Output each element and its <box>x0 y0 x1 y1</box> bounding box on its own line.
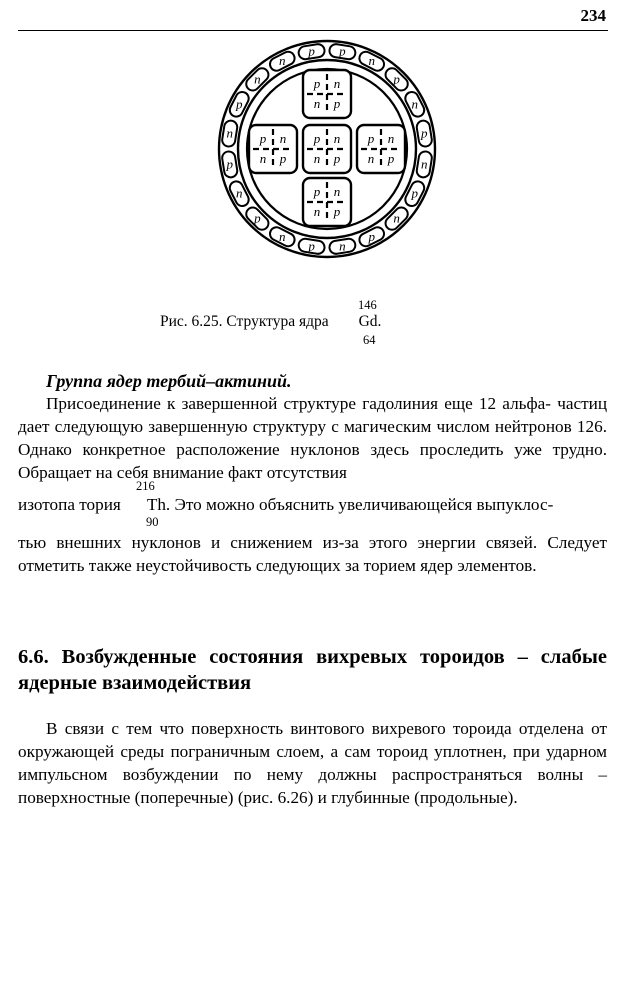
cluster-nucleon-label: n <box>313 96 321 111</box>
ring-nucleon-label: n <box>254 71 261 87</box>
paragraph-terbium-actinium <box>18 392 607 484</box>
cluster-nucleon-label: n <box>259 151 267 166</box>
ring-nucleon-label: p <box>411 185 419 201</box>
ring-nucleon-label: n <box>279 53 286 69</box>
isotope-suffix: Th. Это можно объяснить увеличивающейся выпуклос- <box>146 495 554 514</box>
cluster-nucleon-label: n <box>313 204 321 219</box>
section-heading <box>18 644 607 696</box>
ring-nucleon-label: p <box>393 71 400 87</box>
ring-nucleon-label: n <box>235 185 243 201</box>
alpha-cluster <box>357 125 405 173</box>
isotope-mass-number: 216 <box>136 479 155 493</box>
ring-nucleon-label: p <box>308 43 315 59</box>
isotope-line <box>18 493 607 516</box>
alpha-cluster <box>303 125 351 173</box>
ring-nucleon-label: p <box>368 228 375 244</box>
cluster-nucleon-label: n <box>279 131 287 146</box>
section-heading-line-1: 6.6. Возбужденные состояния вихревых тороидов – <box>18 646 528 668</box>
cluster-nucleon-label: n <box>367 151 375 166</box>
caption-element: Gd. <box>358 313 382 330</box>
ring-nucleon-label: p <box>254 210 261 226</box>
cluster-nucleon-label: p <box>313 184 321 199</box>
ring-nucleon-label: n <box>226 125 233 141</box>
paragraph-weak-interactions <box>18 717 607 809</box>
caption-text: Рис. 6.25. Структура ядра <box>160 313 329 330</box>
caption-atomic-number: 64 <box>363 333 376 347</box>
ring-nucleon-label: n <box>421 156 428 172</box>
cluster-nucleon-label: p <box>333 96 341 111</box>
ring-nucleon-label: n <box>279 228 286 244</box>
cluster-nucleon-label: n <box>313 151 321 166</box>
cluster-nucleon-label: p <box>279 151 287 166</box>
figure-nucleus-structure <box>216 38 438 260</box>
para1-cont-2: Следует отметить также неустойчивость следующих за торием ядер <box>18 533 608 575</box>
para2-line-4: распространяться волны – поверхностные (поперечные) (рис. 6.26) и <box>18 765 608 807</box>
isotope-prefix: изотопа тория <box>18 495 121 514</box>
cluster-nucleon-label: p <box>333 204 341 219</box>
alpha-cluster <box>303 70 351 118</box>
para1-cont-3: элементов. <box>457 556 537 575</box>
ring-nucleon-label: n <box>368 53 375 69</box>
ring-nucleon-label: p <box>421 125 428 141</box>
paragraph-continuation <box>18 531 607 577</box>
ring-nucleon-label: n <box>393 210 400 226</box>
header-rule <box>18 30 608 31</box>
alpha-cluster <box>249 125 297 173</box>
para1-line-4: проследить уже трудно. Обращает на себя внимание факт отсутствия <box>18 440 608 482</box>
caption-mass-number: 146 <box>358 298 377 312</box>
cluster-nucleon-label: n <box>333 76 341 91</box>
para2-line-1: В связи с тем что поверхность винтового вихревого тороида <box>46 719 512 738</box>
ring-nucleon-label: n <box>411 96 419 112</box>
page-number: 234 <box>580 6 606 25</box>
ring-nucleon-label: p <box>235 96 243 112</box>
cluster-nucleon-label: p <box>313 131 321 146</box>
cluster-nucleon-label: n <box>333 184 341 199</box>
para1-line-1: Присоединение к завершенной структуре гадолиния еще 12 альфа- <box>46 394 551 413</box>
nucleus-diagram <box>216 38 438 260</box>
alpha-cluster <box>303 178 351 226</box>
ring-nucleon-label: n <box>339 238 346 254</box>
isotope-atomic-number: 90 <box>146 515 159 529</box>
section-heading-line-2: слабые ядерные взаимодействия <box>18 646 608 694</box>
subsection-title: Группа ядер тербий–актиний. <box>46 371 292 391</box>
cluster-nucleon-label: p <box>313 76 321 91</box>
ring-nucleon-label: p <box>339 43 346 59</box>
cluster-nucleon-label: n <box>387 131 395 146</box>
cluster-nucleon-label: p <box>387 151 395 166</box>
para1-line-2: частиц дает следующую завершенную структуру с магическим числом <box>18 394 608 436</box>
para1-line-3: нейтронов 126. Однако конкретное расположение нуклонов здесь <box>18 417 607 459</box>
ring-nucleon-label: p <box>226 156 233 172</box>
cluster-nucleon-label: p <box>259 131 267 146</box>
para1-cont-1: тью внешних нуклонов и снижением из-за этого энергии связей. <box>18 533 538 552</box>
figure-caption <box>160 314 381 330</box>
cluster-nucleon-label: p <box>333 151 341 166</box>
cluster-nucleon-label: p <box>367 131 375 146</box>
para2-line-5: глубинные (продольные). <box>331 788 518 807</box>
cluster-nucleon-label: n <box>333 131 341 146</box>
para2-line-3: уплотнен, при ударном импульсном возбуждении по нему должны <box>18 742 607 784</box>
para2-line-2: отделена от окружающей среды пограничным слоем, а сам тороид <box>18 719 608 761</box>
ring-nucleon-label: p <box>308 238 315 254</box>
